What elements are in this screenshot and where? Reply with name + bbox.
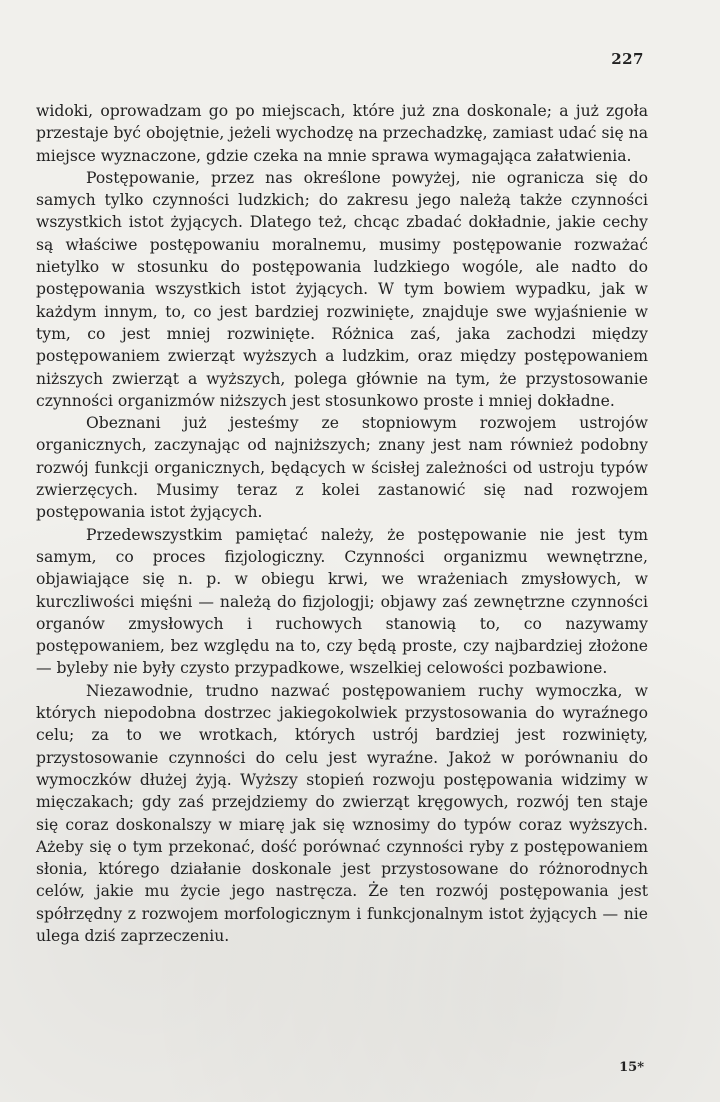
paragraph-5: Niezawodnie, trudno nazwać postępowaniem ruchy wymoczka, w których niepodobna dostrzec jakiegokolwiek przystosowania do wyraźnego celu; za to we wrotkach, których ustrój bardziej jest rozwinięty, przystosowanie czynności do celu jest wyraźne. Jakoż w porównaniu do wymoczków dłużej żyją. Wyższy stopień rozwoju postępowania widzimy w mięczakach; gdy zaś przejdziemy do zwierząt kręgowych, rozwój ten staje się coraz doskonalszy w miarę jak się wznosimy do typów coraz wyższych. Ażeby się o tym przekonać, dość porównać czynności ryby z postępowaniem słonia, którego działanie doskonale jest przystosowane do różnorodnych celów, jakie mu życie jego nastręcza. Że ten rozwój postępowania jest spółrzędny z rozwojem morfologicznym i funkcjonalnym istot żyjących — nie ulega dziś zaprzeczeniu. [36,681,648,945]
paragraph-3: Obeznani już jesteśmy ze stopniowym rozwojem ustrojów organicznych, zaczynając od najniższych; znany jest nam również podobny rozwój funkcji organicznych, będących w ścisłej zależności od ustroju typów zwierzęcych. Musimy teraz z kolei zastanowić się nad rozwojem postępowania istot żyjących. [36,414,648,522]
printer-signature: 15* [619,1060,644,1075]
paragraph-1: widoki, oprowadzam go po miejscach, które już zna doskonale; a już zgoła przestaje być obojętnie, jeżeli wychodzę na przechadzkę, zamiast udać się na miejsce wyznaczone, gdzie czeka na mnie sprawa wymagająca załatwienia. [36,102,648,165]
page-number: 227 [611,50,644,68]
paragraph-2: Postępowanie, przez nas określone powyżej, nie ogranicza się do samych tylko czynności ludzkich; do zakresu jego należą także czynności wszystkich istot żyjących. Dlatego też, chcąc zbadać dokładnie, jakie cechy są właściwe postępowaniu moralnemu, musimy postępowanie rozważać nietylko w stosunku do postępowania ludzkiego wogóle, ale nadto do postępowania wszystkich istot żyjących. W tym bowiem wypadku, jak w każdym innym, to, co jest bardziej rozwinięte, znajduje swe wyjaśnienie w tym, co jest mniej rozwinięte. Różnica zaś, jaka zachodzi między postępowaniem zwierząt wyższych a ludzkim, oraz między postępowaniem niższych zwierząt a wyższych, polega głównie na tym, że przystosowanie czynności organizmów niższych jest stosunkowo proste i mniej dokładne. [36,168,648,410]
paragraph-4: Przedewszystkim pamiętać należy, że postępowanie nie jest tym samym, co proces fizjologiczny. Czynności organizmu wewnętrzne, objawiające się n. p. w obiegu krwi, we wrażeniach zmysłowych, w kurczliwości mięśni — należą do fizjologji; objawy zaś zewnętrzne czynności organów zmysłowych i ruchowych stanowią to, co nazywamy postępowaniem, bez względu na to, czy będą proste, czy najbardziej złożone — byleby nie były czysto przypadkowe, wszelkiej celowości pozbawione. [36,525,648,678]
text-body [36,100,648,947]
